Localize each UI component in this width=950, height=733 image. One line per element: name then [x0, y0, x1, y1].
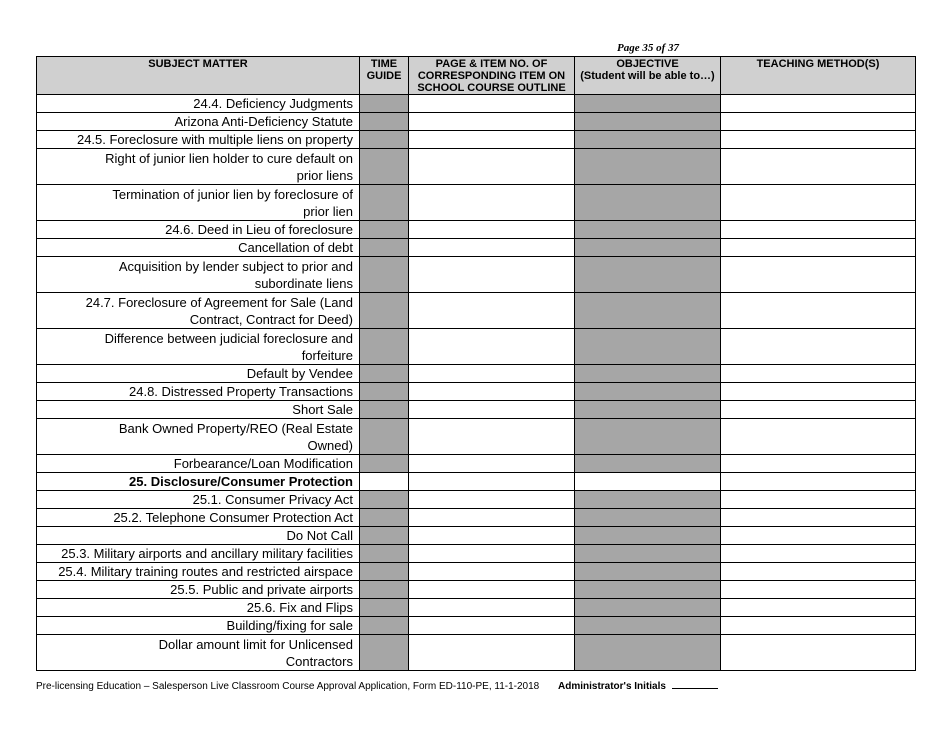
subject-matter-cell: 25.1. Consumer Privacy Act: [37, 491, 360, 509]
subject-matter-cell: Default by Vendee: [37, 365, 360, 383]
teaching-methods-cell[interactable]: [721, 383, 916, 401]
time-guide-cell: [360, 329, 409, 365]
table-row: [37, 599, 916, 617]
teaching-methods-cell[interactable]: [721, 491, 916, 509]
subject-matter-cell: 24.7. Foreclosure of Agreement for Sale (Land Contract, Contract for Deed): [37, 293, 360, 329]
subject-matter-cell: Acquisition by lender subject to prior and subordinate liens: [37, 257, 360, 293]
time-guide-cell: [360, 257, 409, 293]
teaching-methods-cell[interactable]: [721, 95, 916, 113]
subject-matter-cell: 24.6. Deed in Lieu of foreclosure: [37, 221, 360, 239]
subject-matter-cell: 24.5. Foreclosure with multiple liens on property: [37, 131, 360, 149]
objective-cell: [575, 221, 721, 239]
objective-cell: [575, 635, 721, 671]
page-item-cell[interactable]: [409, 635, 575, 671]
subject-matter-cell: Forbearance/Loan Modification: [37, 455, 360, 473]
objective-cell: [575, 293, 721, 329]
time-guide-cell: [360, 293, 409, 329]
table-row: [37, 95, 916, 113]
subject-matter-cell: 25.6. Fix and Flips: [37, 599, 360, 617]
time-guide-cell: [360, 113, 409, 131]
objective-cell: [575, 509, 721, 527]
table-row: [37, 131, 916, 149]
page-item-cell[interactable]: [409, 131, 575, 149]
page-item-cell[interactable]: [409, 527, 575, 545]
time-guide-cell: [360, 383, 409, 401]
subject-matter-header: SUBJECT MATTER: [37, 57, 360, 95]
page-item-cell[interactable]: [409, 221, 575, 239]
subject-matter-cell: Do Not Call: [37, 527, 360, 545]
footer: [36, 679, 718, 692]
page-item-cell[interactable]: [409, 419, 575, 455]
objective-cell: [575, 545, 721, 563]
time-guide-cell: [360, 239, 409, 257]
teaching-methods-cell[interactable]: [721, 221, 916, 239]
teaching-methods-cell[interactable]: [721, 509, 916, 527]
page-item-cell[interactable]: [409, 473, 575, 491]
page-item-cell[interactable]: [409, 239, 575, 257]
objective-cell[interactable]: [575, 473, 721, 491]
objective-cell: [575, 581, 721, 599]
objective-cell: [575, 491, 721, 509]
table-row: [37, 419, 916, 455]
time-guide-cell: [360, 527, 409, 545]
table-row: [37, 581, 916, 599]
page-item-header: PAGE & ITEM NO. OF CORRESPONDING ITEM ON SCHOOL COURSE OUTLINE: [409, 57, 575, 95]
subject-matter-cell: Bank Owned Property/REO (Real Estate Owned): [37, 419, 360, 455]
time-guide-cell: [360, 617, 409, 635]
teaching-methods-header: TEACHING METHOD(S): [721, 57, 916, 95]
page-item-cell[interactable]: [409, 563, 575, 581]
objective-cell: [575, 185, 721, 221]
page-item-cell[interactable]: [409, 545, 575, 563]
objective-cell: [575, 149, 721, 185]
teaching-methods-cell[interactable]: [721, 329, 916, 365]
table-row: [37, 113, 916, 131]
course-outline-table: [36, 56, 916, 671]
administrator-initials-label: Administrator's Initials: [558, 681, 666, 692]
subject-matter-cell: 25.2. Telephone Consumer Protection Act: [37, 509, 360, 527]
time-guide-cell: [360, 509, 409, 527]
objective-cell: [575, 527, 721, 545]
subject-matter-cell: Arizona Anti-Deficiency Statute: [37, 113, 360, 131]
time-guide-cell: [360, 545, 409, 563]
table-row: [37, 185, 916, 221]
table-row: [37, 293, 916, 329]
table-row: [37, 239, 916, 257]
objective-cell: [575, 329, 721, 365]
table-row: [37, 455, 916, 473]
teaching-methods-cell[interactable]: [721, 257, 916, 293]
time-guide-cell: [360, 131, 409, 149]
subject-matter-cell: 25.3. Military airports and ancillary military facilities: [37, 545, 360, 563]
objective-header: OBJECTIVE (Student will be able to…): [575, 57, 721, 95]
teaching-methods-cell[interactable]: [721, 455, 916, 473]
time-guide-cell: [360, 149, 409, 185]
table-row: [37, 149, 916, 185]
page-item-cell[interactable]: [409, 95, 575, 113]
teaching-methods-cell[interactable]: [721, 401, 916, 419]
objective-cell: [575, 401, 721, 419]
time-guide-cell: [360, 419, 409, 455]
time-guide-cell: [360, 491, 409, 509]
table-row: [37, 545, 916, 563]
subject-matter-cell: Dollar amount limit for Unlicensed Contractors: [37, 635, 360, 671]
table-row: [37, 221, 916, 239]
page-item-cell[interactable]: [409, 149, 575, 185]
subject-matter-cell: Cancellation of debt: [37, 239, 360, 257]
page-item-cell[interactable]: [409, 383, 575, 401]
teaching-methods-cell[interactable]: [721, 473, 916, 491]
objective-cell: [575, 131, 721, 149]
objective-cell: [575, 257, 721, 293]
objective-cell: [575, 599, 721, 617]
objective-cell: [575, 455, 721, 473]
objective-cell: [575, 617, 721, 635]
time-guide-cell: [360, 401, 409, 419]
time-guide-cell: [360, 455, 409, 473]
time-guide-cell: [360, 95, 409, 113]
time-guide-header: TIME GUIDE: [360, 57, 409, 95]
time-guide-cell: [360, 635, 409, 671]
page-item-cell[interactable]: [409, 617, 575, 635]
table-row: [37, 491, 916, 509]
time-guide-cell: [360, 599, 409, 617]
subject-matter-cell: 25.4. Military training routes and restricted airspace: [37, 563, 360, 581]
table-row: [37, 473, 916, 491]
page-item-cell[interactable]: [409, 257, 575, 293]
page-item-cell[interactable]: [409, 293, 575, 329]
table-row: [37, 563, 916, 581]
table-row: [37, 329, 916, 365]
teaching-methods-cell[interactable]: [721, 563, 916, 581]
subject-matter-cell: 25.5. Public and private airports: [37, 581, 360, 599]
teaching-methods-cell[interactable]: [721, 239, 916, 257]
teaching-methods-cell[interactable]: [721, 185, 916, 221]
teaching-methods-cell[interactable]: [721, 527, 916, 545]
page-item-cell[interactable]: [409, 113, 575, 131]
teaching-methods-cell[interactable]: [721, 635, 916, 671]
subject-matter-cell: Building/fixing for sale: [37, 617, 360, 635]
subject-matter-cell: Difference between judicial foreclosure and forfeiture: [37, 329, 360, 365]
subject-matter-cell: 24.8. Distressed Property Transactions: [37, 383, 360, 401]
page-item-cell[interactable]: [409, 599, 575, 617]
administrator-initials-field[interactable]: [672, 679, 718, 689]
objective-cell: [575, 239, 721, 257]
subject-matter-cell: Right of junior lien holder to cure default on prior liens: [37, 149, 360, 185]
page-item-cell[interactable]: [409, 329, 575, 365]
subject-matter-cell: Termination of junior lien by foreclosure of prior lien: [37, 185, 360, 221]
teaching-methods-cell[interactable]: [721, 293, 916, 329]
time-guide-cell: [360, 185, 409, 221]
time-guide-cell[interactable]: [360, 473, 409, 491]
table-row: [37, 527, 916, 545]
teaching-methods-cell[interactable]: [721, 365, 916, 383]
subject-matter-cell: 24.4. Deficiency Judgments: [37, 95, 360, 113]
table-row: [37, 401, 916, 419]
teaching-methods-cell[interactable]: [721, 131, 916, 149]
time-guide-cell: [360, 365, 409, 383]
time-guide-cell: [360, 563, 409, 581]
table-row: [37, 365, 916, 383]
table-row: [37, 635, 916, 671]
page-item-cell[interactable]: [409, 365, 575, 383]
table-row: [37, 383, 916, 401]
page-item-cell[interactable]: [409, 455, 575, 473]
objective-cell: [575, 365, 721, 383]
page-item-cell[interactable]: [409, 491, 575, 509]
teaching-methods-cell[interactable]: [721, 149, 916, 185]
subject-matter-cell: 25. Disclosure/Consumer Protection: [37, 473, 360, 491]
subject-matter-cell: Short Sale: [37, 401, 360, 419]
teaching-methods-cell[interactable]: [721, 599, 916, 617]
footer-form-text: Pre-licensing Education – Salesperson Live Classroom Course Approval Application, Form ED-110-PE, 11-1-2018: [36, 681, 540, 692]
objective-cell: [575, 419, 721, 455]
objective-cell: [575, 383, 721, 401]
header-row: [37, 57, 916, 95]
teaching-methods-cell[interactable]: [721, 581, 916, 599]
teaching-methods-cell[interactable]: [721, 545, 916, 563]
table-row: [37, 509, 916, 527]
table-row: [37, 617, 916, 635]
time-guide-cell: [360, 581, 409, 599]
page-item-cell[interactable]: [409, 401, 575, 419]
time-guide-cell: [360, 221, 409, 239]
page-number: Page 35 of 37: [617, 42, 680, 54]
teaching-methods-cell[interactable]: [721, 113, 916, 131]
objective-cell: [575, 113, 721, 131]
teaching-methods-cell[interactable]: [721, 617, 916, 635]
objective-cell: [575, 563, 721, 581]
objective-cell: [575, 95, 721, 113]
page-item-cell[interactable]: [409, 185, 575, 221]
table-row: [37, 257, 916, 293]
teaching-methods-cell[interactable]: [721, 419, 916, 455]
page-item-cell[interactable]: [409, 581, 575, 599]
page-item-cell[interactable]: [409, 509, 575, 527]
